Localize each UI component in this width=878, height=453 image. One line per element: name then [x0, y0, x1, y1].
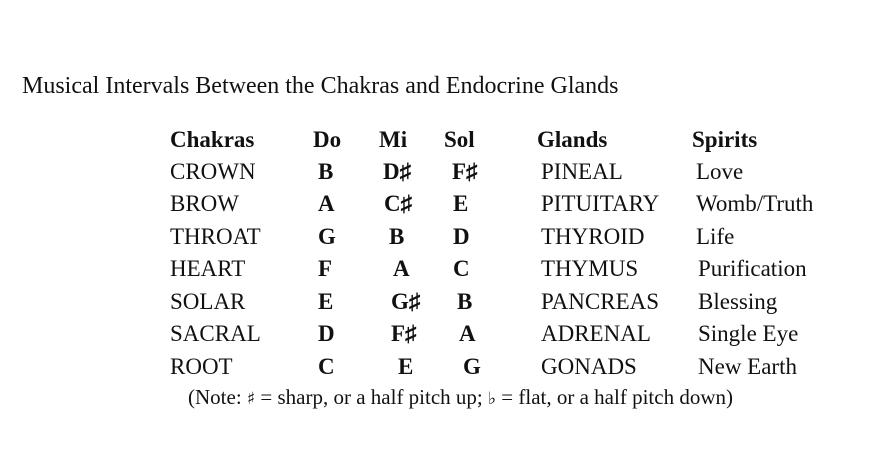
- header-sol: Sol: [444, 127, 475, 152]
- sol-note-cell: B: [457, 289, 473, 314]
- sol-note-cell: C: [453, 256, 470, 281]
- sol-note-cell: D: [453, 224, 470, 249]
- chakra-cell: THROAT: [170, 224, 261, 249]
- sol-note-cell: A: [459, 321, 476, 346]
- sol-note-cell: F♯: [452, 159, 478, 184]
- mi-note-cell: F♯: [391, 321, 417, 346]
- flat-symbol: ♭: [488, 389, 497, 409]
- do-note-cell: E: [318, 289, 334, 314]
- page-title: Musical Intervals Between the Chakras and Endocrine Glands: [22, 73, 619, 99]
- gland-cell: PINEAL: [541, 159, 623, 184]
- gland-cell: THYROID: [541, 224, 645, 249]
- spirit-cell: Purification: [698, 256, 807, 281]
- note-flat-text: = flat, or a half pitch down): [496, 385, 733, 409]
- header-chakras: Chakras: [170, 127, 255, 152]
- gland-cell: ADRENAL: [541, 321, 651, 346]
- do-note-cell: D: [318, 321, 335, 346]
- gland-cell: THYMUS: [541, 256, 639, 281]
- do-note-cell: C: [318, 354, 335, 379]
- spirit-cell: New Earth: [698, 354, 797, 379]
- gland-cell: PANCREAS: [541, 289, 660, 314]
- chakra-cell: SOLAR: [170, 289, 246, 314]
- sol-note-cell: G: [463, 354, 481, 379]
- mi-note-cell: A: [393, 256, 410, 281]
- do-note-cell: F: [318, 256, 333, 281]
- spirit-cell: Love: [696, 159, 744, 184]
- footnote: [188, 385, 733, 410]
- header-do: Do: [313, 127, 342, 152]
- mi-note-cell: E: [398, 354, 414, 379]
- sharp-symbol: ♯: [246, 389, 256, 409]
- spirit-cell: Life: [696, 224, 735, 249]
- chakra-cell: BROW: [170, 191, 239, 216]
- header-mi: Mi: [379, 127, 408, 152]
- header-spirits: Spirits: [692, 127, 758, 152]
- spirit-cell: Single Eye: [698, 321, 799, 346]
- mi-note-cell: D♯: [383, 159, 412, 184]
- do-note-cell: A: [318, 191, 335, 216]
- gland-cell: PITUITARY: [541, 191, 660, 216]
- chakra-cell: HEART: [170, 256, 246, 281]
- spirit-cell: Blessing: [698, 289, 778, 314]
- sol-note-cell: E: [453, 191, 469, 216]
- header-glands: Glands: [537, 127, 608, 152]
- chakra-cell: ROOT: [170, 354, 233, 379]
- mi-note-cell: G♯: [391, 289, 421, 314]
- chakra-cell: CROWN: [170, 159, 256, 184]
- do-note-cell: G: [318, 224, 336, 249]
- do-note-cell: B: [318, 159, 334, 184]
- gland-cell: GONADS: [541, 354, 637, 379]
- spirit-cell: Womb/Truth: [696, 191, 814, 216]
- mi-note-cell: C♯: [384, 191, 413, 216]
- note-sharp-text: = sharp, or a half pitch up;: [255, 385, 489, 409]
- mi-note-cell: B: [389, 224, 405, 249]
- note-open: (Note:: [188, 385, 247, 409]
- chakra-cell: SACRAL: [170, 321, 261, 346]
